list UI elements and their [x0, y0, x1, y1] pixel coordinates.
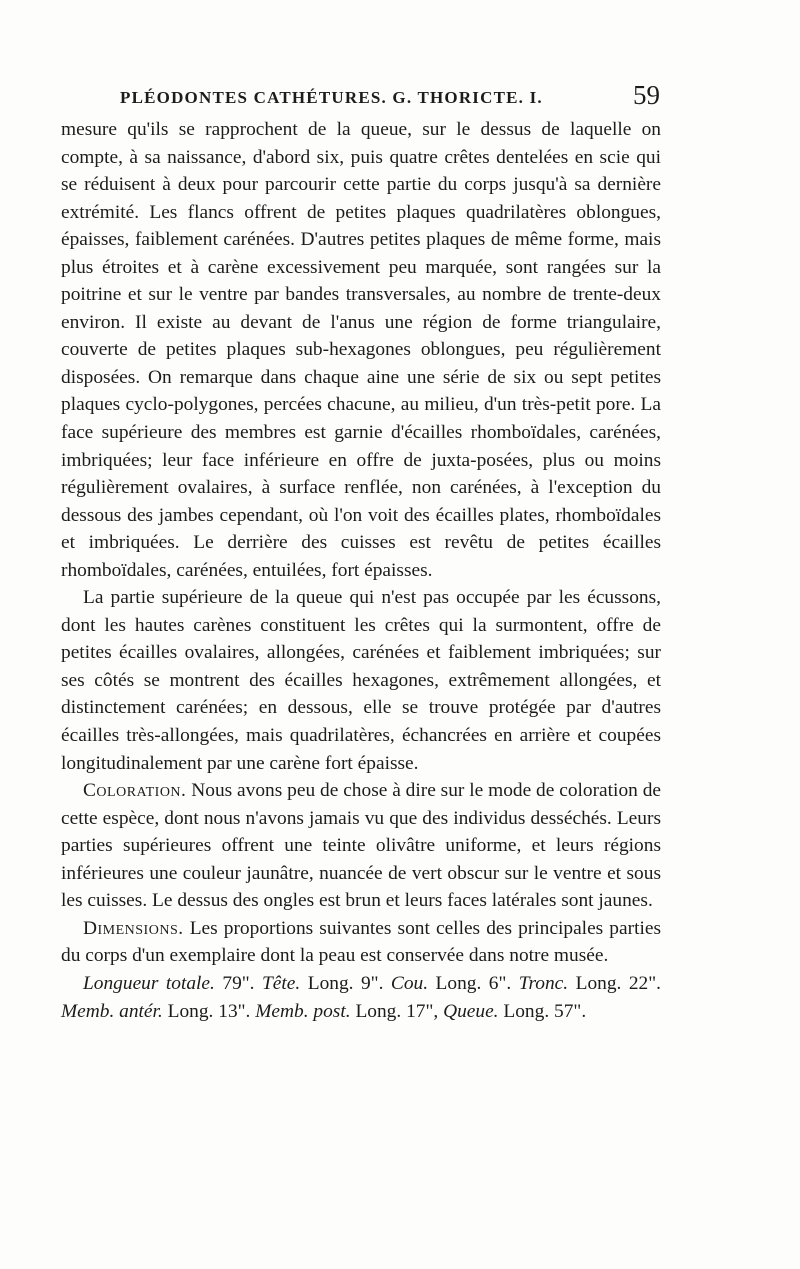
- running-title: PLÉODONTES CATHÉTURES. G. THORICTE. I.: [120, 88, 543, 107]
- tail-label: Queue.: [443, 1000, 499, 1022]
- paragraph-scales-description: mesure qu'ils se rapprochent de la queue, sur le dessus de laquelle on compte, à sa naissance, d'abord six, puis quatre crêtes dentelées en scie qui se réduisent à deux pour parcourir cette partie du corps jusqu'à sa dernière extrémité. Les flancs offrent de petites plaques quadrilatères oblongues, épaisses, faiblement carénées. D'autres petites plaques de même forme, mais plus étroites et à carène excessivement peu marquée, sont rangées sur la poitrine et sur le ventre par bandes transversales, au nombre de trente-deux environ. Il existe au devant de l'anus une région de forme triangulaire, couverte de petites plaques sub-hexagones oblongues, peu régulièrement disposées. On remarque dans chaque aine une série de six ou sept petites plaques cyclo-polygones, percées chacune, au milieu, d'un très-petit pore. La face supérieure des membres est garnie d'écailles rhomboïdales, carénées, imbriquées; leur face inférieure en offre de juxta-posées, plus ou moins régulièrement ovalaires, à surface renflée, non carénées, à l'exception du dessous des jambes cependant, où l'on voit des écailles plates, rhomboïdales et imbriquées. Le derrière des cuisses est revêtu de petites écailles rhomboïdales, carénées, entuilées, fort épaisses.: [61, 119, 661, 581]
- tail-value: Long. 57".: [498, 1000, 587, 1022]
- hind-limb-value: Long. 17",: [350, 1000, 444, 1022]
- page-number: 59: [633, 80, 660, 110]
- total-length-value: 79".: [214, 972, 263, 994]
- trunk-value: Long. 22".: [568, 972, 661, 994]
- neck-label: Cou.: [390, 972, 429, 994]
- coloration-text: Nous avons peu de chose à dire sur le mode de coloration de cette espèce, dont nous n'avons jamais vu que des individus desséchés. Leurs parties supérieures offrent une teinte olivâtre uniforme, et leurs régions inférieures une couleur jaunâtre, nuancée de vert obscur sur le ventre et sous les cuisses. Le dessus des ongles est brun et leurs faces latérales sont jaunes.: [61, 780, 661, 912]
- front-limb-value: Long. 13".: [162, 1000, 256, 1022]
- head-value: Long. 9".: [300, 972, 391, 994]
- total-length-label: Longueur totale.: [83, 972, 215, 994]
- running-head: [120, 80, 660, 114]
- body-text: [61, 116, 661, 1025]
- paragraph-tail-scales: La partie supérieure de la queue qui n'est pas occupée par les écussons, dont les hautes carènes constituent les crêtes qui la surmontent, offre de petites écailles ovalaires, allongées, carénées et faiblement imbriquées; sur ses côtés se montrent des écailles hexagones, extrêmement allongées, et distinctement carénées; en dessous, elle se trouve protégée par d'autres écailles très-allongées, mais quadrilatères, échancrées en arrière et coupées longitudinalement par une carène fort épaisse.: [61, 587, 661, 774]
- trunk-label: Tronc.: [518, 972, 569, 994]
- dimensions-heading: Dimensions.: [83, 917, 184, 939]
- paragraph-coloration: [61, 777, 661, 915]
- hind-limb-label: Memb. post.: [255, 1000, 351, 1022]
- dimensions-list: [61, 970, 661, 1025]
- neck-value: Long. 6".: [428, 972, 519, 994]
- paragraph-dimensions: [61, 915, 661, 970]
- head-label: Tête.: [262, 972, 301, 994]
- coloration-heading: Coloration.: [83, 780, 187, 802]
- dimensions-text: Les proportions suivantes sont celles des principales parties du corps d'un exemplaire dont la peau est conservée dans notre musée.: [61, 917, 661, 967]
- front-limb-label: Memb. antér.: [61, 1000, 163, 1022]
